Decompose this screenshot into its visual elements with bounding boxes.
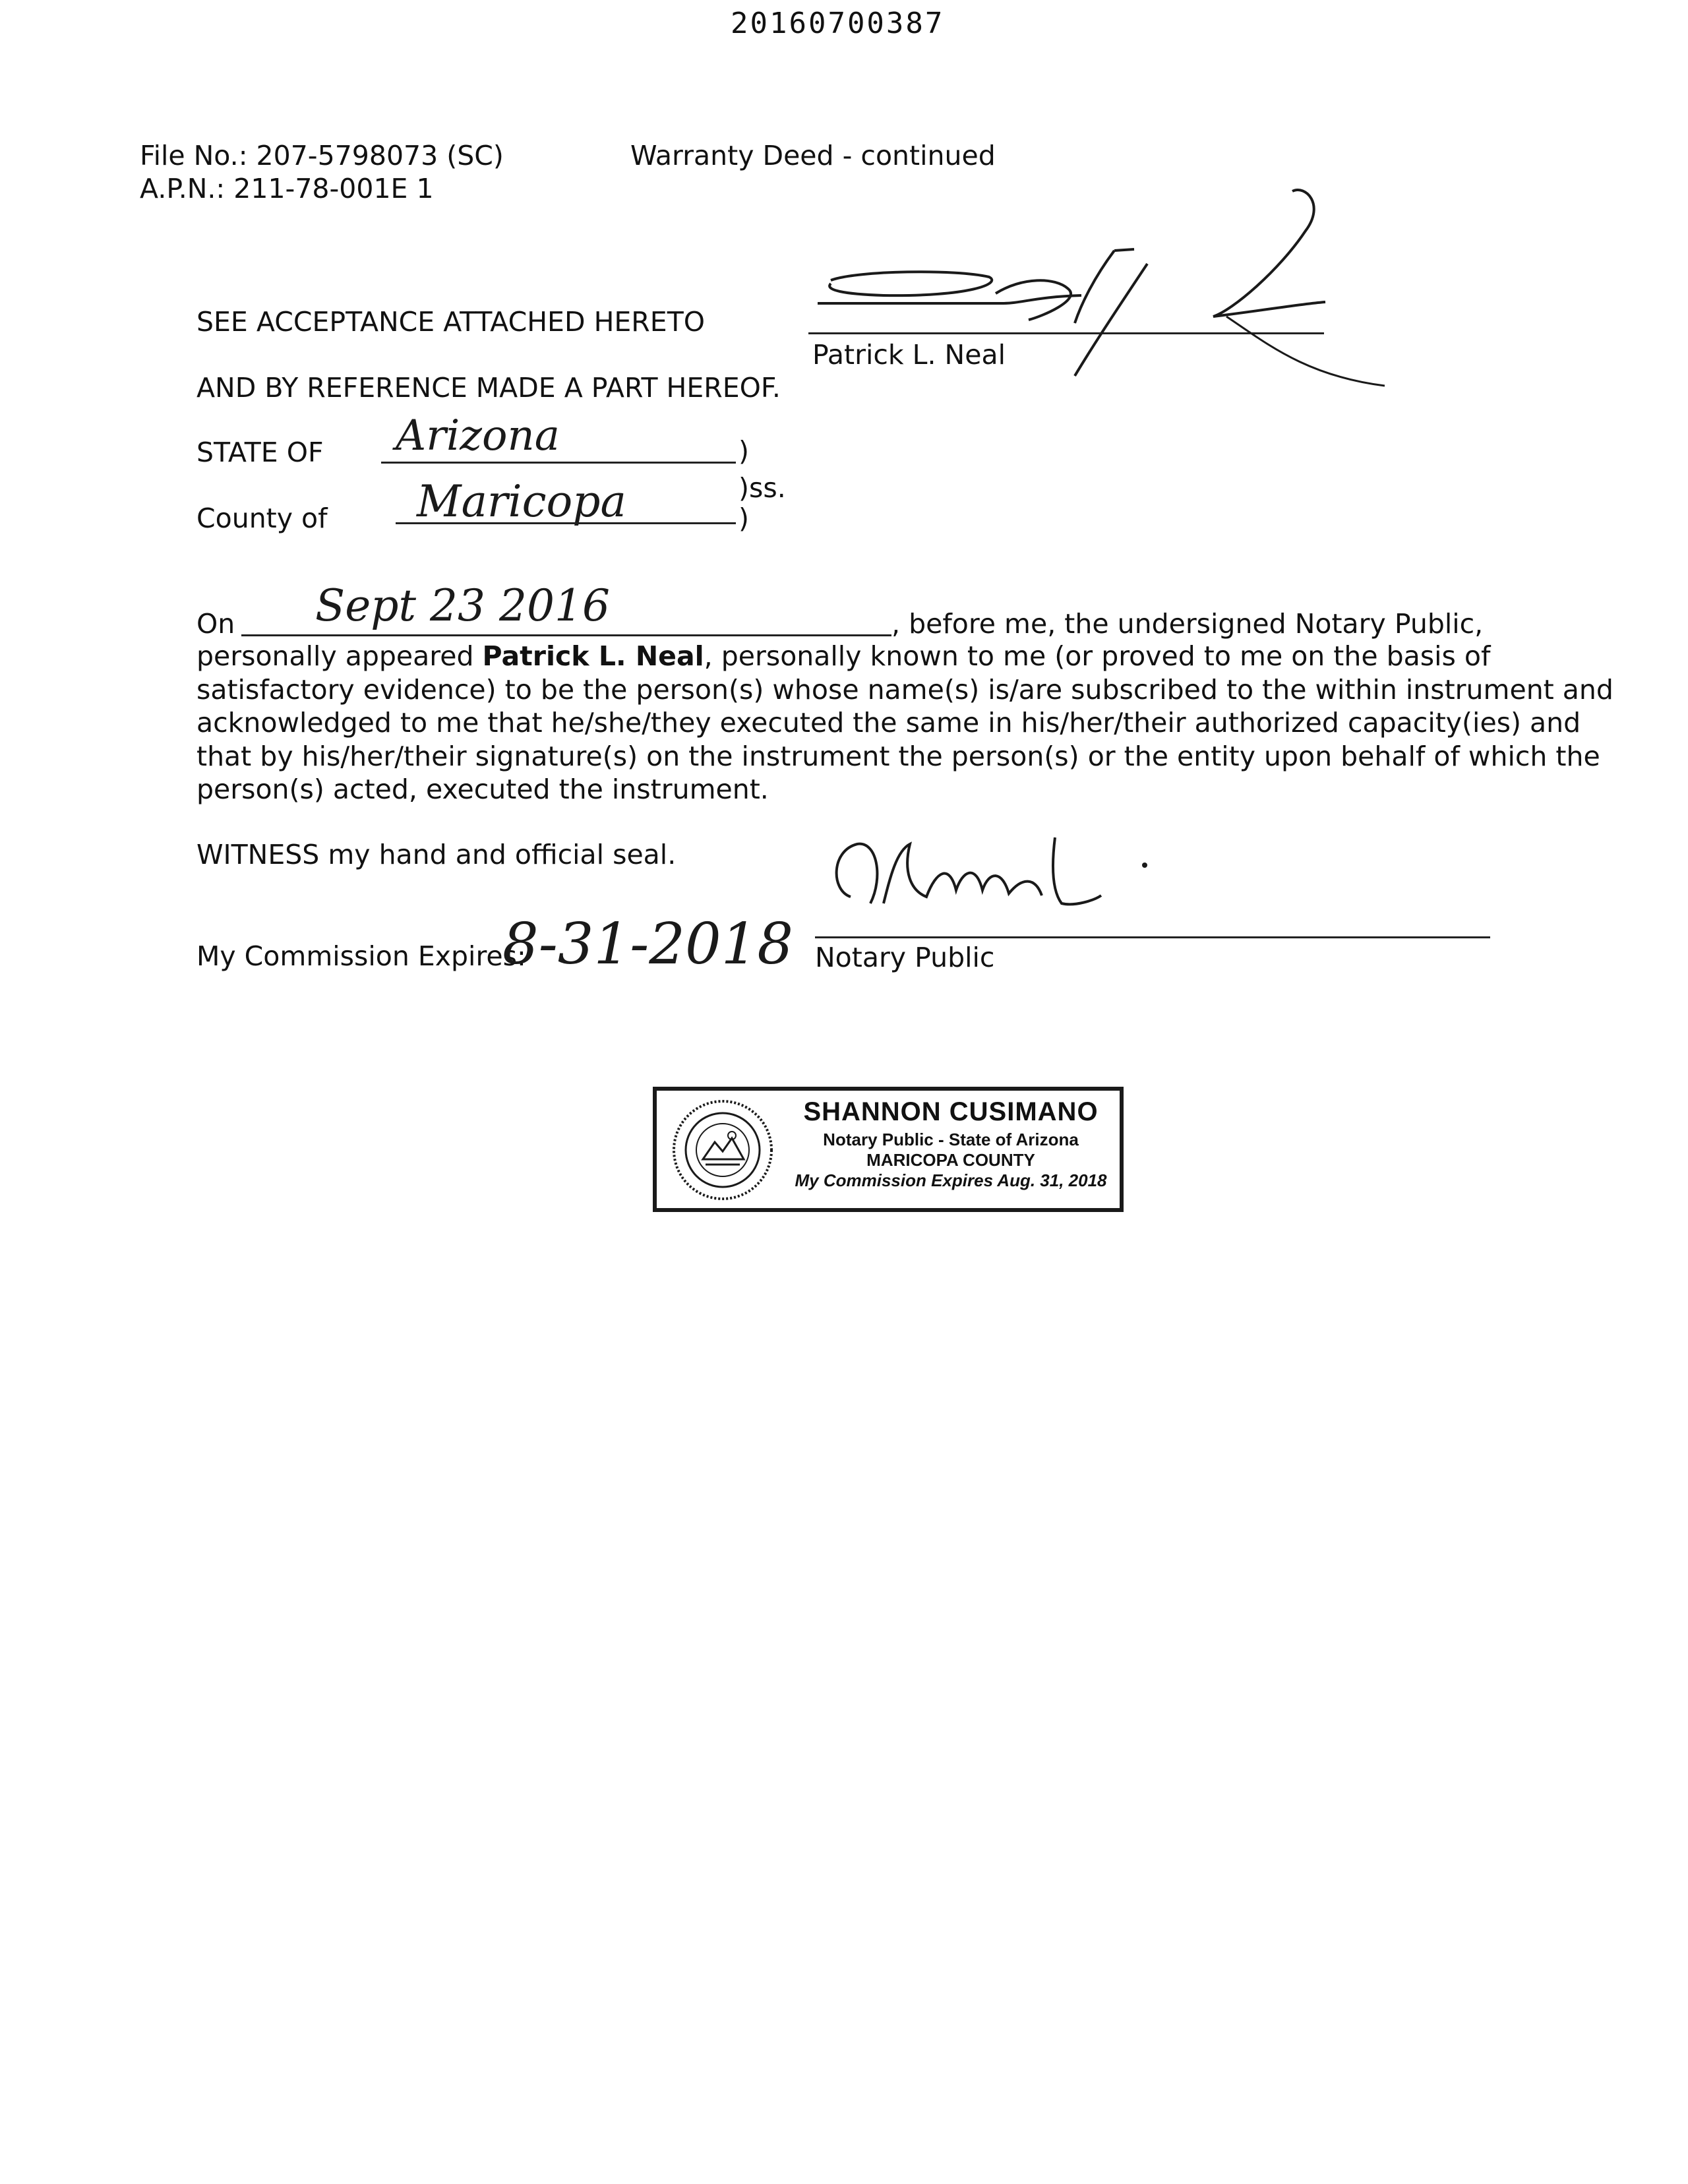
date-line <box>241 634 891 636</box>
ack-line-2 <box>196 640 1491 673</box>
arizona-seal-icon <box>671 1099 774 1201</box>
county-value: Maricopa <box>417 476 626 527</box>
state-paren: ) <box>738 435 749 467</box>
apn-number: A.P.N.: 211-78-001E 1 <box>140 173 434 204</box>
county-line <box>396 522 736 524</box>
stamp-text <box>789 1097 1113 1191</box>
notary-label: Notary Public <box>815 942 995 973</box>
stamp-county: MARICOPA COUNTY <box>866 1150 1035 1170</box>
ack-line-2-a: personally appeared <box>196 640 483 672</box>
ack-appeared-name: Patrick L. Neal <box>482 640 704 672</box>
ack-line-2-b: , personally known to me (or proved to me on the basis of <box>704 640 1491 672</box>
grantor-signature-scribble <box>804 178 1398 422</box>
acceptance-line-2: AND BY REFERENCE MADE A PART HEREOF. <box>196 372 781 404</box>
ack-line-6: person(s) acted, executed the instrument. <box>196 774 769 805</box>
state-label: STATE OF <box>196 437 324 468</box>
acceptance-line-1: SEE ACCEPTANCE ATTACHED HERETO <box>196 306 706 338</box>
commission-expiry-date: 8-31-2018 <box>502 911 794 977</box>
commission-label: My Commission Expires: <box>196 940 526 972</box>
notary-signature-scribble <box>811 818 1180 936</box>
ss-mark: )ss. <box>738 472 786 504</box>
stamp-notary-name: SHANNON CUSIMANO <box>803 1097 1099 1126</box>
ack-line-5: that by his/her/their signature(s) on the instrument the person(s) or the entity upon behalf of which the <box>196 740 1600 772</box>
stamp-expiration: My Commission Expires Aug. 31, 2018 <box>795 1170 1107 1190</box>
stamp-title: Notary Public - State of Arizona <box>823 1130 1079 1149</box>
county-paren: ) <box>738 502 749 534</box>
acknowledgment-paragraph <box>196 640 1613 806</box>
notary-signature-line <box>815 936 1490 938</box>
ack-line-3: satisfactory evidence) to be the person(s) whose name(s) is/are subscribed to the within instrument and <box>196 673 1613 706</box>
state-value: Arizona <box>396 411 560 460</box>
witness-statement: WITNESS my hand and official seal. <box>196 839 677 870</box>
grantor-name: Patrick L. Neal <box>812 339 1006 371</box>
county-label: County of <box>196 502 328 534</box>
ack-line-4: acknowledged to me that he/she/they executed the same in his/her/their authorized capacity(ies) and <box>196 707 1581 739</box>
on-label: On <box>196 608 235 640</box>
acknowledgment-date: Sept 23 2016 <box>315 580 610 631</box>
ack-line-1-rest: , before me, the undersigned Notary Public, <box>891 608 1484 640</box>
state-line <box>381 462 736 464</box>
document-title: Warranty Deed - continued <box>630 140 996 171</box>
recording-number: 20160700387 <box>731 7 945 40</box>
notary-stamp <box>653 1087 1124 1212</box>
file-number: File No.: 207-5798073 (SC) <box>140 140 504 171</box>
